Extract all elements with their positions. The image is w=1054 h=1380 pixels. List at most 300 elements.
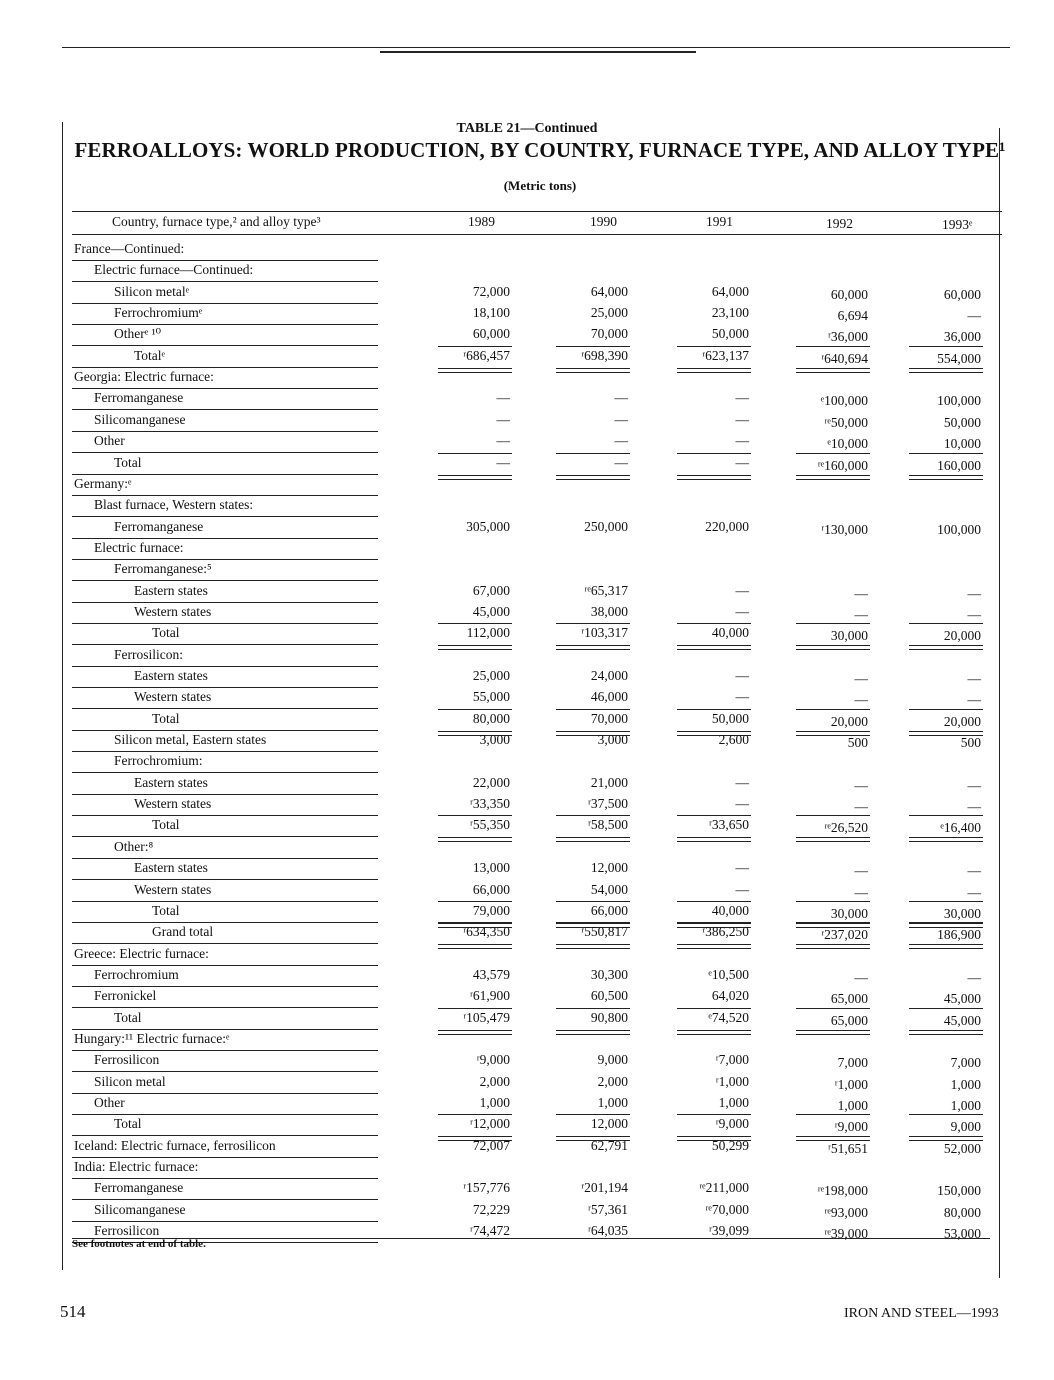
total-rule	[438, 453, 512, 454]
right-margin-line	[999, 128, 1000, 1278]
total-rule	[796, 901, 870, 902]
total-rule	[438, 1114, 512, 1115]
total-rule	[556, 1114, 630, 1115]
table-cell: ʳᵉ50,000	[824, 415, 868, 430]
total-rule	[438, 922, 512, 923]
table-cell: 20,000	[943, 714, 981, 729]
total-rule	[677, 815, 751, 816]
row-rule	[72, 388, 378, 389]
total-double-rule	[796, 944, 870, 949]
total-double-rule	[677, 944, 751, 949]
row-rule	[72, 559, 378, 560]
row-label: Hungary:¹¹ Electric furnace:ᵉ	[74, 1031, 230, 1046]
table-cell: 40,000	[711, 903, 749, 918]
table-cell: —	[967, 671, 981, 686]
total-double-rule	[438, 368, 512, 373]
row-rule	[72, 687, 378, 688]
table-cell: —	[496, 412, 510, 427]
total-rule	[677, 623, 751, 624]
total-rule	[556, 623, 630, 624]
table-cell: ʳ157,776	[463, 1180, 510, 1195]
row-label: Silicon metal	[94, 1074, 166, 1089]
row-label: Eastern states	[134, 775, 208, 790]
total-rule	[556, 709, 630, 710]
table-cell: ʳ386,250	[702, 924, 749, 939]
table-cell: 6,694	[837, 308, 868, 323]
total-rule	[909, 1114, 983, 1115]
total-rule	[677, 709, 751, 710]
total-rule	[677, 1008, 751, 1009]
total-double-rule	[796, 475, 870, 480]
total-rule	[556, 815, 630, 816]
total-double-rule	[438, 837, 512, 842]
footnote: See footnotes at end of table.	[72, 1238, 206, 1250]
page-number: 514	[60, 1302, 86, 1321]
table-cell: 100,000	[937, 393, 981, 408]
table-cell: 90,800	[590, 1010, 628, 1025]
row-rule	[72, 1007, 378, 1008]
table-cell: ᵉ100,000	[820, 393, 868, 408]
table-cell: 60,500	[590, 988, 628, 1003]
table-cell: ʳ55,350	[469, 817, 510, 832]
table-cell: ᵉ10,500	[708, 967, 749, 982]
table-cell: —	[967, 586, 981, 601]
table-cell: 50,000	[943, 415, 981, 430]
table-cell: 50,000	[711, 711, 749, 726]
total-rule	[438, 623, 512, 624]
row-rule	[72, 858, 378, 859]
table-cell: 60,000	[830, 287, 868, 302]
total-double-rule	[438, 1030, 512, 1035]
total-rule	[909, 1008, 983, 1009]
table-cell: 72,007	[472, 1138, 510, 1153]
total-double-rule	[677, 837, 751, 842]
header-label: Country, furnace type,² and alloy type³	[112, 214, 321, 229]
table-cell: 38,000	[590, 604, 628, 619]
row-rule	[72, 474, 378, 475]
table-cell: 10,000	[943, 436, 981, 451]
table-label: TABLE 21—Continued	[456, 121, 598, 136]
table-cell: 50,299	[711, 1138, 749, 1153]
header-year-1991: 1991	[706, 214, 733, 229]
row-label: Total	[152, 903, 180, 918]
row-rule	[72, 602, 378, 603]
table-cell: 25,000	[590, 305, 628, 320]
table-cell: ʳ9,000	[715, 1116, 749, 1131]
table-cell: —	[967, 607, 981, 622]
row-rule	[72, 943, 378, 944]
total-rule	[796, 1008, 870, 1009]
total-rule	[677, 453, 751, 454]
row-label: Greece: Electric furnace:	[74, 946, 209, 961]
row-label: Ferrochromiumᵉ	[114, 305, 203, 320]
row-rule	[72, 367, 378, 368]
total-rule	[909, 623, 983, 624]
table-cell: —	[967, 308, 981, 323]
total-double-rule	[909, 475, 983, 480]
table-cell: ʳ37,500	[587, 796, 628, 811]
table-bottom-rule	[72, 1238, 990, 1239]
row-rule	[72, 580, 378, 581]
total-double-rule	[796, 368, 870, 373]
table-cell: 30,000	[830, 628, 868, 643]
row-label: Silicomanganese	[94, 1202, 186, 1217]
table-cell: —	[614, 412, 628, 427]
row-label: Silicon metal, Eastern states	[114, 732, 267, 747]
row-label: Other:⁸	[114, 839, 154, 854]
table-cell: 64,000	[590, 284, 628, 299]
table-cell: ʳ640,694	[821, 351, 868, 366]
table-cell: 21,000	[590, 775, 628, 790]
table-cell: —	[854, 970, 868, 985]
table-cell: 52,000	[943, 1141, 981, 1156]
table-cell: 55,000	[472, 689, 510, 704]
table-cell: 45,000	[943, 991, 981, 1006]
row-label: Total	[114, 455, 142, 470]
table-cell: 70,000	[590, 326, 628, 341]
top-rule-accent	[380, 51, 696, 53]
table-cell: 80,000	[472, 711, 510, 726]
row-label: Ferromanganese	[114, 519, 204, 534]
row-label: Western states	[134, 882, 212, 897]
row-rule	[72, 324, 378, 325]
table-cell: ʳ58,500	[587, 817, 628, 832]
row-label: Western states	[134, 604, 212, 619]
total-rule	[438, 709, 512, 710]
table-cell: —	[735, 668, 749, 683]
table-cell: —	[614, 455, 628, 470]
table-cell: 60,000	[472, 326, 510, 341]
row-rule	[72, 730, 378, 731]
table-cell: 13,000	[472, 860, 510, 875]
row-label: Total	[114, 1010, 142, 1025]
row-rule	[72, 1050, 378, 1051]
row-rule	[72, 794, 378, 795]
row-rule	[72, 1178, 378, 1179]
table-cell: —	[735, 882, 749, 897]
table-cell: 79,000	[472, 903, 510, 918]
table-cell: 9,000	[597, 1052, 628, 1067]
row-label: Ferrochromium	[94, 967, 179, 982]
table-cell: 43,579	[472, 967, 510, 982]
total-rule	[556, 1008, 630, 1009]
table-cell: ʳᵉ160,000	[817, 458, 868, 473]
total-rule	[556, 922, 630, 923]
row-rule	[72, 431, 378, 432]
table-cell: 67,000	[472, 583, 510, 598]
total-double-rule	[438, 645, 512, 650]
table-cell: —	[854, 671, 868, 686]
table-cell: ʳ1,000	[715, 1074, 749, 1089]
table-cell: 150,000	[937, 1183, 981, 1198]
table-cell: —	[967, 863, 981, 878]
row-label: Total	[152, 817, 180, 832]
row-rule	[72, 666, 378, 667]
row-label: Total	[152, 625, 180, 640]
total-double-rule	[909, 837, 983, 842]
total-rule	[438, 346, 512, 347]
table-cell: ʳᵉ65,317	[584, 583, 628, 598]
table-cell: 1,000	[950, 1077, 981, 1092]
table-cell: 2,600	[718, 732, 749, 747]
running-head: IRON AND STEEL—1993	[844, 1306, 999, 1321]
table-cell: 186,900	[937, 927, 981, 942]
total-rule	[796, 815, 870, 816]
total-double-rule	[438, 475, 512, 480]
table-cell: 1,000	[950, 1098, 981, 1113]
row-label: Iceland: Electric furnace, ferrosilicon	[74, 1138, 276, 1153]
table-cell: 45,000	[472, 604, 510, 619]
total-double-rule	[677, 645, 751, 650]
table-cell: 12,000	[590, 1116, 628, 1131]
table-cell: 554,000	[937, 351, 981, 366]
table-cell: 66,000	[590, 903, 628, 918]
row-label: Grand total	[152, 924, 214, 939]
row-label: Silicon metalᵉ	[114, 284, 190, 299]
table-cell: —	[735, 412, 749, 427]
table-cell: ʳ74,472	[469, 1223, 510, 1238]
total-rule	[796, 922, 870, 923]
table-cell: ʳᵉ93,000	[824, 1205, 868, 1220]
table-cell: 22,000	[472, 775, 510, 790]
total-double-rule	[556, 368, 630, 373]
row-label: France—Continued:	[74, 241, 185, 256]
table-cell: —	[854, 778, 868, 793]
table-cell: —	[496, 455, 510, 470]
table-cell: 30,300	[590, 967, 628, 982]
row-rule	[72, 708, 378, 709]
row-label: Ferrochromium:	[114, 753, 203, 768]
table-cell: ᵉ16,400	[940, 820, 981, 835]
table-cell: ʳ61,900	[469, 988, 510, 1003]
table-cell: 112,000	[466, 625, 510, 640]
row-rule	[72, 644, 378, 645]
table-cell: ʳ130,000	[821, 522, 868, 537]
total-double-rule	[909, 645, 983, 650]
table-cell: 1,000	[597, 1095, 628, 1110]
row-label: Ferrosilicon:	[114, 647, 183, 662]
row-label: Electric furnace:	[94, 540, 184, 555]
table-cell: ʳᵉ198,000	[817, 1183, 868, 1198]
table-cell: 45,000	[943, 1013, 981, 1028]
table-cell: 100,000	[937, 522, 981, 537]
table-cell: 20,000	[943, 628, 981, 643]
row-rule	[72, 1093, 378, 1094]
total-rule	[556, 346, 630, 347]
row-label: Otherᵉ ¹⁰	[114, 326, 162, 341]
table-cell: —	[854, 607, 868, 622]
total-double-rule	[909, 368, 983, 373]
row-rule	[72, 751, 378, 752]
table-cell: ʳᵉ211,000	[699, 1180, 749, 1195]
table-cell: ʳ9,000	[834, 1119, 868, 1134]
row-label: Silicomanganese	[94, 412, 186, 427]
total-rule	[909, 709, 983, 710]
header-year-1992: 1992	[826, 216, 853, 231]
table-cell: 80,000	[943, 1205, 981, 1220]
total-double-rule	[556, 1030, 630, 1035]
row-rule	[72, 1114, 378, 1115]
table-cell: ʳ103,317	[581, 625, 628, 640]
row-rule	[72, 345, 378, 346]
header-year-1993: 1993ᵉ	[942, 217, 973, 232]
table-cell: —	[735, 604, 749, 619]
table-cell: 30,000	[943, 906, 981, 921]
total-rule	[556, 453, 630, 454]
row-label: India: Electric furnace:	[74, 1159, 199, 1174]
table-cell: 50,000	[711, 326, 749, 341]
table-cell: 3,000	[479, 732, 510, 747]
table-cell: —	[735, 796, 749, 811]
table-cell: ʳ33,350	[469, 796, 510, 811]
row-rule	[72, 1199, 378, 1200]
row-rule	[72, 260, 378, 261]
row-label: Total	[152, 711, 180, 726]
total-double-rule	[796, 645, 870, 650]
table-cell: —	[967, 885, 981, 900]
total-double-rule	[677, 475, 751, 480]
total-double-rule	[556, 944, 630, 949]
table-cell: ʳ64,035	[587, 1223, 628, 1238]
row-rule	[72, 879, 378, 880]
top-rule	[62, 47, 1010, 48]
row-label: Western states	[134, 796, 212, 811]
table-cell: —	[854, 863, 868, 878]
row-rule	[72, 1071, 378, 1072]
table-cell: ʳᵉ26,520	[824, 820, 868, 835]
table-cell: ʳ634,350	[463, 924, 510, 939]
table-cell: ʳ1,000	[834, 1077, 868, 1092]
table-cell: 53,000	[943, 1226, 981, 1241]
table-cell: —	[735, 433, 749, 448]
row-label: Ferromanganese	[94, 390, 184, 405]
row-rule	[72, 409, 378, 410]
row-label: Totalᵉ	[134, 348, 166, 363]
total-rule	[909, 815, 983, 816]
table-cell: —	[496, 390, 510, 405]
table-cell: ʳ36,000	[827, 329, 868, 344]
total-rule	[438, 1008, 512, 1009]
table-cell: 2,000	[479, 1074, 510, 1089]
table-cell: —	[735, 455, 749, 470]
row-rule	[72, 965, 378, 966]
table-cell: 64,020	[711, 988, 749, 1003]
table-cell: —	[967, 692, 981, 707]
row-label: Electric furnace—Continued:	[94, 262, 254, 277]
row-label: Germany:ᵉ	[74, 476, 132, 491]
total-double-rule	[556, 837, 630, 842]
table-cell: ʳ51,651	[827, 1141, 868, 1156]
total-rule	[677, 901, 751, 902]
table-cell: ʳ105,479	[463, 1010, 510, 1025]
table-cell: ʳ623,137	[702, 348, 749, 363]
table-cell: 65,000	[830, 1013, 868, 1028]
table-cell: 70,000	[590, 711, 628, 726]
row-rule	[72, 538, 378, 539]
total-rule	[909, 901, 983, 902]
units-note: (Metric tons)	[503, 178, 577, 193]
row-rule	[72, 303, 378, 304]
table-cell: ʳ237,020	[821, 927, 868, 942]
table-cell: ʳ7,000	[715, 1052, 749, 1067]
row-rule	[72, 495, 378, 496]
table-cell: 3,000	[597, 732, 628, 747]
table-cell: ᵉ10,000	[827, 436, 868, 451]
table-cell: ʳ550,817	[581, 924, 628, 939]
total-double-rule	[556, 645, 630, 650]
row-rule	[72, 901, 378, 902]
table-cell: ʳ12,000	[469, 1116, 510, 1131]
table-cell: 20,000	[830, 714, 868, 729]
table-cell: 62,791	[590, 1138, 628, 1153]
table-cell: 72,000	[472, 284, 510, 299]
table-cell: 250,000	[584, 519, 628, 534]
total-rule	[438, 901, 512, 902]
row-label: Ferromanganese:⁵	[114, 561, 212, 576]
table-cell: ʳ9,000	[476, 1052, 510, 1067]
table-cell: ʳ39,099	[708, 1223, 749, 1238]
total-rule	[909, 453, 983, 454]
row-rule	[72, 281, 378, 282]
row-label: Ferronickel	[94, 988, 157, 1003]
header-top-rule	[72, 211, 1002, 212]
table-cell: 12,000	[590, 860, 628, 875]
table-cell: 500	[847, 735, 868, 750]
total-double-rule	[909, 1030, 983, 1035]
table-cell: 46,000	[590, 689, 628, 704]
header-year-1990: 1990	[590, 214, 617, 229]
table-cell: ʳ57,361	[587, 1202, 628, 1217]
row-label: Western states	[134, 689, 212, 704]
table-cell: —	[735, 860, 749, 875]
table-cell: —	[854, 799, 868, 814]
table-cell: ᵉ74,520	[708, 1010, 749, 1025]
row-rule	[72, 516, 378, 517]
table-cell: 66,000	[472, 882, 510, 897]
table-cell: —	[854, 586, 868, 601]
table-title: FERROALLOYS: WORLD PRODUCTION, BY COUNTRY, FURNACE TYPE, AND ALLOY TYPE¹	[74, 138, 1006, 162]
left-margin-line	[62, 122, 63, 1270]
row-rule	[72, 1157, 378, 1158]
table-cell: ʳ201,194	[581, 1180, 628, 1195]
row-rule	[72, 772, 378, 773]
table-cell: —	[735, 390, 749, 405]
row-label: Other	[94, 1095, 125, 1110]
table-cell: —	[967, 970, 981, 985]
table-cell: 25,000	[472, 668, 510, 683]
total-rule	[796, 623, 870, 624]
table-cell: 2,000	[597, 1074, 628, 1089]
row-label: Ferrosilicon	[94, 1223, 160, 1238]
total-rule	[796, 1114, 870, 1115]
total-rule	[796, 709, 870, 710]
total-double-rule	[796, 1030, 870, 1035]
table-cell: 23,100	[711, 305, 749, 320]
table-cell: —	[735, 689, 749, 704]
total-rule	[909, 346, 983, 347]
row-rule	[72, 1221, 378, 1222]
table-cell: ʳᵉ70,000	[705, 1202, 749, 1217]
row-rule	[72, 452, 378, 453]
total-double-rule	[677, 1030, 751, 1035]
total-double-rule	[677, 368, 751, 373]
table-cell: —	[854, 885, 868, 900]
table-cell: 500	[960, 735, 981, 750]
row-label: Other	[94, 433, 125, 448]
total-rule	[438, 815, 512, 816]
header-year-1989: 1989	[468, 214, 495, 229]
table-cell: 1,000	[479, 1095, 510, 1110]
